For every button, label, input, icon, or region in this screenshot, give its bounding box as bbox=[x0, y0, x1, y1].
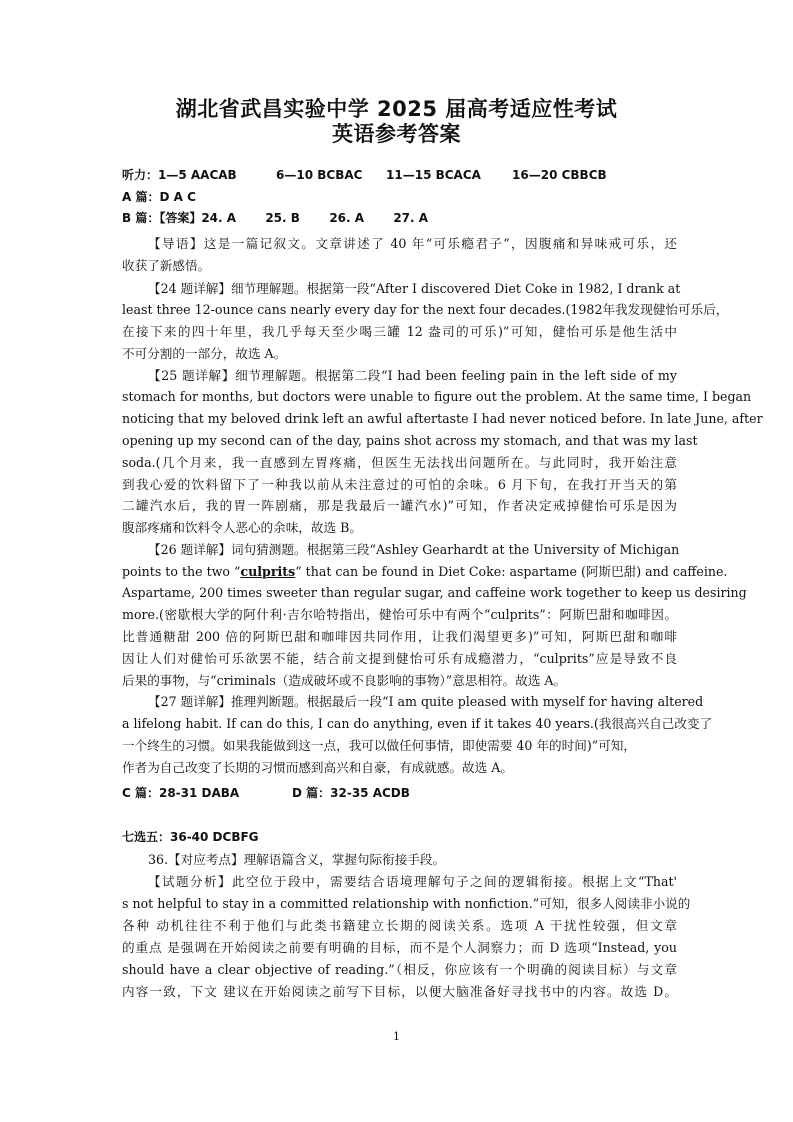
q26-line: 后果的事物，与“criminals（造成破坏或不良影响的事物）”意思相符。故选 A。 bbox=[122, 673, 567, 688]
q26-line bbox=[122, 564, 728, 579]
q26-line: Aspartame, 200 times sweeter than regular sugar, and caffeine work together to keep us desiring bbox=[122, 585, 747, 600]
a-values: D A C bbox=[159, 190, 196, 204]
b-answer-25: 25. B bbox=[265, 211, 300, 225]
q36-point: 36.【对应考点】理解语篇含义，掌握句际衔接手段。 bbox=[148, 852, 446, 867]
seven-choose-five: 七选五：36-40 DCBFG bbox=[122, 830, 259, 844]
q27-line: 一个终生的习惯。如果我能做到这一点，我可以做任何事情，即使需要 40 年的时间)”可知， bbox=[122, 738, 636, 753]
q36-line: s not helpful to stay in a committed relationship with nonfiction.”可知，很多人阅读非小说的 bbox=[122, 896, 691, 911]
q25-line: 二罐汽水后，我的胃一阵剧痛，那是我最后一罐汽水)”可知，作者决定戒掉健怡可乐是因为 bbox=[122, 498, 677, 513]
q26-text: ” that can be found in Diet Coke: aspartame (阿斯巴甜) and caffeine. bbox=[295, 564, 728, 579]
q36-line: 各种 动机往往不利于他们与此类书籍建立长期的阅读关系。选项 A 干扰性较强，但文章 bbox=[122, 918, 677, 933]
q25-line: 【25 题详解】细节理解题。根据第二段“I had been feeling pain in the left side of my bbox=[148, 368, 677, 383]
listening-group-4: 16—20 CBBCB bbox=[512, 168, 607, 182]
q26-line: 【26 题详解】词句猜测题。根据第三段“Ashley Gearhardt at the University of Michigan bbox=[148, 542, 680, 557]
q24-line: least three 12-ounce cans nearly every day for the next four decades.(1982年我发现健怡可乐后， bbox=[122, 302, 729, 317]
q36-line: 【试题分析】此空位于段中，需要结合语境理解句子之间的逻辑衔接。根据上文“That' bbox=[148, 874, 677, 889]
q26-line: more.(密歇根大学的阿什利·吉尔哈特指出，健怡可乐中有两个“culprits”：阿斯巴甜和咖啡因。 bbox=[122, 607, 677, 622]
b-answers bbox=[122, 211, 677, 226]
guide-line: 收获了新感悟。 bbox=[122, 258, 211, 273]
b-answer-27: 27. A bbox=[393, 211, 429, 225]
d-answers: D 篇：32-35 ACDB bbox=[292, 786, 410, 800]
listening-answers bbox=[122, 168, 677, 183]
q36-line: 内容一致，下文 建议在开始阅读之前写下目标，以便大脑准备好寻找书中的内容。故选 D。 bbox=[122, 984, 677, 999]
q26-line: 比普通糖甜 200 倍的阿斯巴甜和咖啡因共同作用，让我们渴望更多)”可知，阿斯巴甜和咖啡 bbox=[122, 629, 677, 644]
page-number: 1 bbox=[393, 1030, 400, 1043]
guide-line: 【导语】这是一篇记叙文。文章讲述了 40 年“可乐瘾君子”，因腹痛和异味戒可乐，还 bbox=[148, 236, 677, 251]
q36-line: 的重点 是强调在开始阅读之前要有明确的目标，而不是个人洞察力；而 D 选项“Instead, you bbox=[122, 940, 677, 955]
q25-line: opening up my second can of the day, pains shot across my stomach, and that was my last bbox=[122, 433, 698, 448]
q25-line: 到我心爱的饮料留下了一种我以前从未注意过的可怕的余味。6 月下旬，在我打开当天的第 bbox=[122, 477, 677, 492]
b-answer-24: 24. A bbox=[201, 211, 237, 225]
listening-group-3: 11—15 BCACA bbox=[386, 168, 481, 182]
q25-line: 腹部疼痛和饮料令人恶心的余味，故选 B。 bbox=[122, 520, 362, 535]
q27-line: a lifelong habit. If can do this, I can do anything, even if it takes 40 years.(我很高兴自己改变了 bbox=[122, 716, 713, 731]
a-answers bbox=[122, 190, 677, 205]
q24-line: 在接下来的四十年里，我几乎每天至少喝三罐 12 盎司的可乐)”可知，健怡可乐是他生活中 bbox=[122, 324, 677, 339]
listening-group-1: 1—5 AACAB bbox=[158, 168, 237, 182]
page-subtitle: 英语参考答案 bbox=[332, 122, 461, 146]
q27-line: 作者为自己改变了长期的习惯而感到高兴和自豪，有成就感。故选 A。 bbox=[122, 760, 513, 775]
q27-line: 【27 题详解】推理判断题。根据最后一段“I am quite pleased with myself for having altered bbox=[148, 694, 704, 709]
q25-line: stomach for months, but doctors were unable to figure out the problem. At the same time, I began bbox=[122, 389, 752, 404]
q26-text: points to the two “ bbox=[122, 564, 241, 579]
c-answers: C 篇：28-31 DABA bbox=[122, 786, 240, 800]
q26-line: 因让人们对健怡可乐欲罢不能，结合前文提到健怡可乐有成瘾潜力，“culprits”应是导致不良 bbox=[122, 651, 677, 666]
b-answer-26: 26. A bbox=[329, 211, 365, 225]
page-title: 湖北省武昌实验中学 2025 届高考适应性考试 bbox=[175, 97, 618, 121]
q24-line: 【24 题详解】细节理解题。根据第一段“After I discovered Diet Coke in 1982, I drank at bbox=[148, 281, 681, 296]
q24-line: 不可分割的一部分，故选 A。 bbox=[122, 346, 287, 361]
b-label: B 篇：【答案】 bbox=[122, 211, 202, 225]
q25-line: noticing that my beloved drink left an awful aftertaste I had never noticed before. In late June, after bbox=[122, 411, 763, 426]
cd-answers bbox=[122, 786, 677, 801]
q36-line: should have a clear objective of reading.”（相反，你应该有一个明确的阅读目标）与文章 bbox=[122, 962, 677, 977]
q26-culprits-word: culprits bbox=[240, 564, 296, 579]
q25-line: soda.(几个月来，我一直感到左胃疼痛，但医生无法找出问题所在。与此同时，我开始注意 bbox=[122, 455, 677, 470]
listening-label: 听力： bbox=[122, 168, 159, 182]
listening-group-2: 6—10 BCBAC bbox=[276, 168, 363, 182]
a-label: A 篇： bbox=[122, 190, 160, 204]
